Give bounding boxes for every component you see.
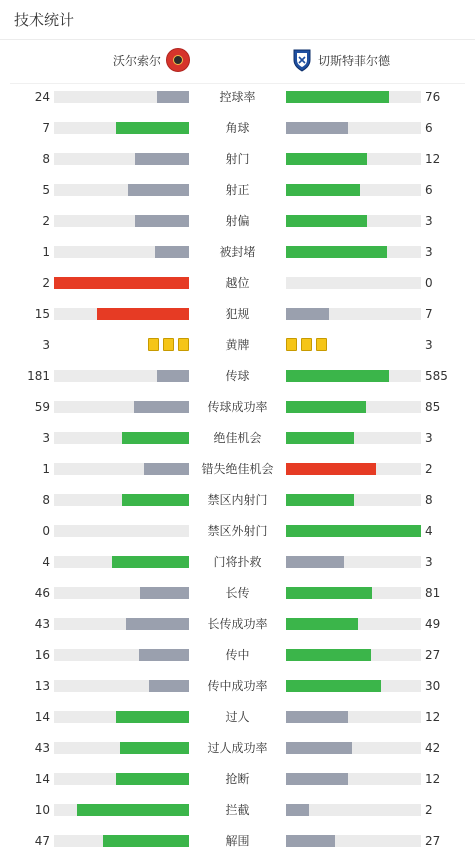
away-bar-track	[286, 587, 421, 599]
stat-label: 过人	[225, 710, 250, 724]
away-value: 8	[425, 493, 433, 507]
away-bar-track	[286, 370, 421, 382]
home-bar-fill	[103, 835, 189, 847]
home-value: 14	[34, 772, 50, 786]
home-bar-fill	[122, 432, 190, 444]
away-bar-track	[286, 742, 421, 754]
home-bar-track	[54, 215, 189, 227]
stat-label: 禁区外射门	[207, 524, 268, 538]
home-bar-track	[54, 618, 189, 630]
stat-row	[0, 645, 475, 665]
home-value: 43	[34, 741, 50, 755]
away-value: 27	[425, 834, 441, 848]
stat-label: 抢断	[225, 772, 250, 786]
home-bar-track	[54, 711, 189, 723]
stat-label: 射偏	[225, 214, 250, 228]
stat-label: 射门	[225, 152, 250, 166]
yellow-card-icon	[286, 338, 297, 351]
away-bar-track	[286, 246, 421, 258]
stat-label: 被封堵	[219, 245, 256, 259]
away-value: 76	[425, 90, 441, 104]
home-bar-track	[54, 308, 189, 320]
home-yellow-cards	[148, 338, 189, 351]
stat-label: 禁区内射门	[207, 493, 268, 507]
away-value: 12	[425, 710, 441, 724]
home-value: 3	[42, 338, 50, 352]
yellow-card-icon	[316, 338, 327, 351]
away-value: 0	[425, 276, 433, 290]
away-value: 3	[425, 245, 433, 259]
away-bar-fill	[286, 246, 387, 258]
stat-label: 绝佳机会	[213, 431, 262, 445]
away-value: 49	[425, 617, 441, 631]
home-bar-track	[54, 246, 189, 258]
away-bar-fill	[286, 773, 348, 785]
stat-row	[0, 707, 475, 727]
home-bar-fill	[77, 804, 189, 816]
home-value: 13	[34, 679, 50, 693]
away-value: 7	[425, 307, 433, 321]
away-value: 585	[425, 369, 448, 383]
stat-row	[0, 366, 475, 386]
home-bar-fill	[116, 711, 189, 723]
away-bar-fill	[286, 587, 372, 599]
home-bar-track	[54, 773, 189, 785]
away-value: 3	[425, 214, 433, 228]
away-bar-track	[286, 711, 421, 723]
stat-row	[0, 304, 475, 324]
away-value: 12	[425, 152, 441, 166]
home-bar-track	[54, 556, 189, 568]
away-bar-track	[286, 277, 421, 289]
home-bar-fill	[149, 680, 190, 692]
home-team-crest-icon	[166, 48, 190, 72]
stat-row	[0, 335, 475, 355]
away-bar-fill	[286, 463, 376, 475]
stat-label: 拦截	[225, 803, 250, 817]
home-bar-track	[54, 184, 189, 196]
home-bar-track	[54, 835, 189, 847]
home-value: 2	[42, 214, 50, 228]
home-value: 181	[27, 369, 50, 383]
stat-row	[0, 738, 475, 758]
away-value: 30	[425, 679, 441, 693]
away-bar-fill	[286, 742, 352, 754]
home-value: 0	[42, 524, 50, 538]
teams-header	[10, 40, 465, 84]
home-bar-fill	[112, 556, 189, 568]
home-bar-fill	[139, 649, 189, 661]
away-value: 27	[425, 648, 441, 662]
home-bar-track	[54, 277, 189, 289]
away-value: 85	[425, 400, 441, 414]
stat-row	[0, 273, 475, 293]
page-title	[0, 0, 475, 40]
away-bar-fill	[286, 835, 335, 847]
home-bar-fill	[134, 401, 189, 413]
home-bar-fill	[128, 184, 189, 196]
home-value: 3	[42, 431, 50, 445]
stat-row	[0, 459, 475, 479]
home-bar-track	[54, 587, 189, 599]
away-bar-track	[286, 184, 421, 196]
stat-row	[0, 800, 475, 820]
home-bar-track	[54, 463, 189, 475]
home-bar-track	[54, 649, 189, 661]
away-value: 12	[425, 772, 441, 786]
away-bar-fill	[286, 184, 360, 196]
stat-label: 传中成功率	[207, 679, 268, 693]
yellow-card-icon	[163, 338, 174, 351]
home-value: 2	[42, 276, 50, 290]
away-bar-track	[286, 91, 421, 103]
away-bar-track	[286, 804, 421, 816]
away-bar-fill	[286, 308, 329, 320]
away-bar-track	[286, 618, 421, 630]
stat-row	[0, 149, 475, 169]
stat-row	[0, 211, 475, 231]
away-value: 2	[425, 462, 433, 476]
away-value: 4	[425, 524, 433, 538]
stat-row	[0, 242, 475, 262]
stat-row	[0, 676, 475, 696]
away-bar-fill	[286, 432, 354, 444]
away-bar-fill	[286, 370, 389, 382]
away-bar-track	[286, 401, 421, 413]
home-bar-track	[54, 153, 189, 165]
home-value: 15	[34, 307, 50, 321]
home-bar-fill	[157, 91, 189, 103]
home-bar-track	[54, 494, 189, 506]
home-value: 46	[34, 586, 50, 600]
away-bar-track	[286, 153, 421, 165]
yellow-card-icon	[148, 338, 159, 351]
stat-label: 过人成功率	[207, 741, 268, 755]
away-bar-fill	[286, 401, 366, 413]
home-bar-track	[54, 680, 189, 692]
home-bar-fill	[122, 494, 190, 506]
home-team-name: 沃尔索尔	[112, 53, 161, 68]
stat-label: 门将扑救	[213, 555, 262, 569]
away-bar-track	[286, 556, 421, 568]
home-value: 4	[42, 555, 50, 569]
away-bar-fill	[286, 122, 348, 134]
away-bar-fill	[286, 649, 371, 661]
home-bar-track	[54, 742, 189, 754]
away-bar-fill	[286, 215, 367, 227]
stat-label: 解围	[225, 834, 250, 848]
stat-label: 传球	[225, 369, 250, 383]
home-value: 1	[42, 462, 50, 476]
home-bar-fill	[126, 618, 189, 630]
stat-row	[0, 769, 475, 789]
stat-row	[0, 521, 475, 541]
yellow-card-icon	[301, 338, 312, 351]
away-bar-fill	[286, 91, 389, 103]
home-value: 47	[34, 834, 50, 848]
away-bar-track	[286, 525, 421, 537]
stat-row	[0, 490, 475, 510]
home-bar-track	[54, 401, 189, 413]
home-value: 1	[42, 245, 50, 259]
away-team[interactable]	[292, 48, 390, 72]
away-value: 81	[425, 586, 441, 600]
yellow-card-icon	[178, 338, 189, 351]
away-bar-track	[286, 494, 421, 506]
stat-row	[0, 583, 475, 603]
home-value: 8	[42, 493, 50, 507]
away-value: 3	[425, 431, 433, 445]
away-value: 6	[425, 183, 433, 197]
stat-label: 越位	[225, 276, 250, 290]
away-bar-fill	[286, 680, 381, 692]
home-bar-fill	[116, 122, 189, 134]
home-bar-fill	[54, 277, 189, 289]
away-value: 3	[425, 555, 433, 569]
home-bar-fill	[120, 742, 189, 754]
away-value: 42	[425, 741, 441, 755]
home-value: 43	[34, 617, 50, 631]
away-bar-fill	[286, 618, 358, 630]
stat-label: 黄牌	[225, 338, 250, 352]
away-bar-track	[286, 680, 421, 692]
away-bar-track	[286, 773, 421, 785]
home-value: 5	[42, 183, 50, 197]
away-team-crest-icon	[292, 48, 312, 72]
stat-row	[0, 87, 475, 107]
home-bar-fill	[140, 587, 189, 599]
stat-row	[0, 428, 475, 448]
stat-label: 角球	[225, 121, 250, 135]
home-value: 10	[34, 803, 50, 817]
away-bar-fill	[286, 711, 348, 723]
home-bar-fill	[135, 215, 189, 227]
home-bar-fill	[157, 370, 189, 382]
away-bar-track	[286, 463, 421, 475]
home-team[interactable]	[113, 48, 190, 72]
stat-label: 传球成功率	[207, 400, 268, 414]
home-value: 59	[34, 400, 50, 414]
away-bar-fill	[286, 494, 354, 506]
page-title-text: 技术统计	[14, 11, 75, 29]
home-bar-track	[54, 122, 189, 134]
away-bar-track	[286, 308, 421, 320]
away-value: 3	[425, 338, 433, 352]
away-bar-fill	[286, 153, 367, 165]
away-bar-track	[286, 432, 421, 444]
stat-label: 射正	[225, 183, 250, 197]
stat-label: 长传成功率	[207, 617, 268, 631]
stat-row	[0, 552, 475, 572]
stat-row	[0, 118, 475, 138]
away-value: 2	[425, 803, 433, 817]
away-bar-track	[286, 835, 421, 847]
home-bar-track	[54, 370, 189, 382]
stat-label: 长传	[225, 586, 250, 600]
away-bar-fill	[286, 804, 309, 816]
home-bar-track	[54, 432, 189, 444]
home-bar-fill	[155, 246, 189, 258]
home-bar-track	[54, 91, 189, 103]
stat-row	[0, 180, 475, 200]
away-bar-track	[286, 649, 421, 661]
home-bar-fill	[135, 153, 189, 165]
home-bar-track	[54, 804, 189, 816]
home-value: 24	[34, 90, 50, 104]
home-value: 7	[42, 121, 50, 135]
away-bar-fill	[286, 556, 344, 568]
stat-label: 犯规	[225, 307, 250, 321]
home-bar-fill	[116, 773, 189, 785]
away-value: 6	[425, 121, 433, 135]
away-team-name: 切斯特菲尔德	[318, 53, 391, 68]
home-value: 8	[42, 152, 50, 166]
away-yellow-cards	[286, 338, 327, 351]
home-bar-fill	[144, 463, 189, 475]
stat-label: 控球率	[219, 90, 256, 104]
stat-row	[0, 614, 475, 634]
stat-row	[0, 831, 475, 851]
home-value: 14	[34, 710, 50, 724]
away-bar-track	[286, 215, 421, 227]
home-bar-track	[54, 525, 189, 537]
home-bar-fill	[97, 308, 189, 320]
home-value: 16	[34, 648, 50, 662]
away-bar-fill	[286, 525, 421, 537]
stat-row	[0, 397, 475, 417]
stat-label: 传中	[225, 648, 250, 662]
stat-label: 错失绝佳机会	[201, 462, 274, 476]
away-bar-track	[286, 122, 421, 134]
